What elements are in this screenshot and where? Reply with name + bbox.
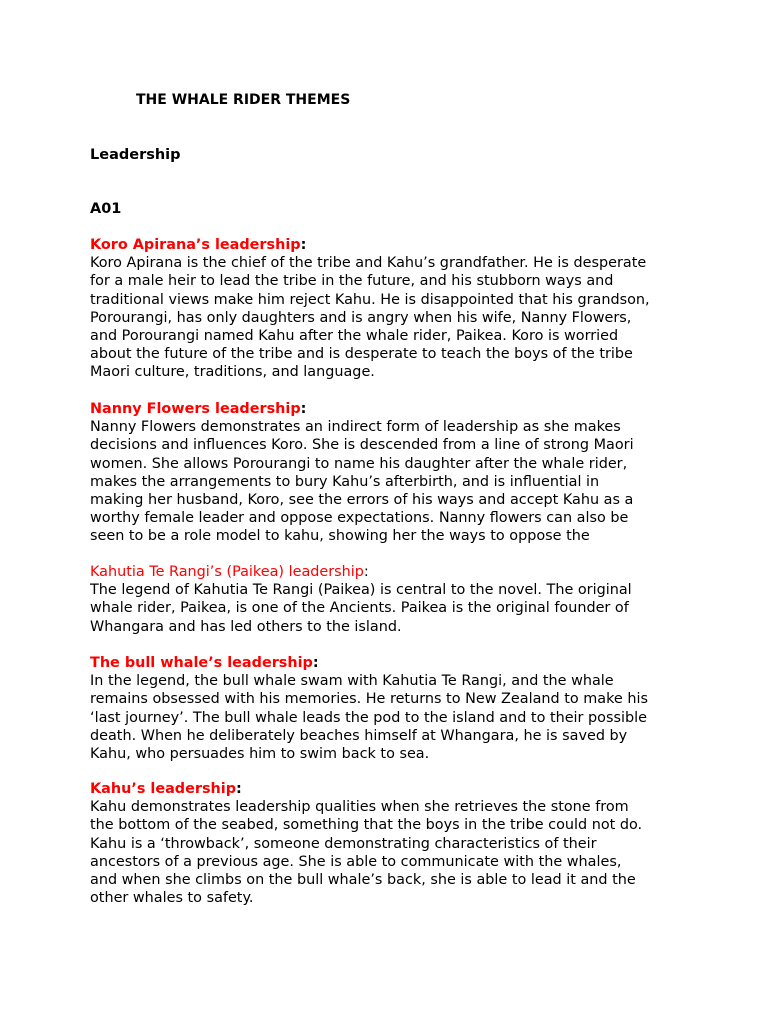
section-heading-colon: : <box>363 564 369 580</box>
section-heading-text: Kahu’s leadership <box>90 781 237 797</box>
paragraph-line: making her husband, Koro, see the errors of his ways and accept Kahu as a <box>90 492 634 509</box>
paragraph-line: Maori culture, traditions, and language. <box>90 364 375 381</box>
paragraph-line: In the legend, the bull whale swam with Kahutia Te Rangi, and the whale <box>90 673 614 690</box>
topic-heading: Leadership <box>90 147 181 163</box>
paragraph-line: Kahu, who persuades him to swim back to sea. <box>90 746 430 763</box>
paragraph-line: women. She allows Porourangi to name his daughter after the whale rider, <box>90 455 628 472</box>
paragraph-line: death. When he deliberately beaches himself at Whangara, he is saved by <box>90 727 628 744</box>
section-heading-colon: : <box>300 237 307 253</box>
paragraph-line: and when she climbs on the bull whale’s back, she is able to lead it and the <box>90 872 636 889</box>
paragraph-line: whale rider, Paikea, is one of the Ancients. Paikea is the original founder of <box>90 600 629 617</box>
section-heading-colon: : <box>300 401 307 417</box>
section-heading <box>90 236 690 254</box>
section-heading <box>90 780 690 798</box>
paragraph-line: worthy female leader and oppose expectations. Nanny flowers can also be <box>90 510 629 527</box>
paragraph-line: traditional views make him reject Kahu. He is disappointed that his grandson, <box>90 291 650 308</box>
paragraph-line: ancestors of a previous age. She is able to communicate with the whales, <box>90 853 622 870</box>
paragraph-line: Koro Apirana is the chief of the tribe and Kahu’s grandfather. He is desperate <box>90 255 647 272</box>
section-heading-colon: : <box>236 781 242 797</box>
paragraph-line: Nanny Flowers demonstrates an indirect form of leadership as she makes <box>90 419 621 436</box>
section-heading-text: Koro Apirana’s leadership <box>90 237 301 253</box>
section-heading-text: Kahutia Te Rangi’s (Paikea) leadership <box>90 564 364 580</box>
paragraph-line: Kahu is a ‘throwback’, someone demonstrating characteristics of their <box>90 835 597 852</box>
assessment-code: A01 <box>90 201 122 217</box>
paragraph-line: Kahu demonstrates leadership qualities when she retrieves the stone from <box>90 799 629 816</box>
section-heading-colon: : <box>312 655 319 671</box>
section-heading-text: Nanny Flowers leadership <box>90 401 301 417</box>
paragraph-line: remains obsessed with his memories. He returns to New Zealand to make his <box>90 691 648 708</box>
paragraph-line: about the future of the tribe and is desperate to teach the boys of the tribe <box>90 346 633 363</box>
paragraph-line: makes the arrangements to bury Kahu’s afterbirth, and is influential in <box>90 473 600 490</box>
paragraph-line: Porourangi, has only daughters and is angry when his wife, Nanny Flowers, <box>90 309 632 326</box>
section-kahutia-te-rangi <box>90 563 690 636</box>
paragraph-line: and Porourangi named Kahu after the whale rider, Paikea. Koro is worried <box>90 328 619 345</box>
paragraph-line: decisions and influences Koro. She is descended from a line of strong Maori <box>90 437 634 454</box>
section-heading <box>90 400 690 418</box>
section-bull-whale <box>90 654 690 763</box>
section-kahu <box>90 780 690 907</box>
paragraph-line: the bottom of the seabed, something that the boys in the tribe could not do. <box>90 817 643 834</box>
section-nanny-flowers <box>90 400 690 546</box>
paragraph-line: other whales to safety. <box>90 890 254 907</box>
paragraph-line: seen to be a role model to kahu, showing her the ways to oppose the <box>90 528 590 545</box>
section-heading-text: The bull whale’s leadership <box>90 655 313 671</box>
section-heading <box>90 563 690 581</box>
paragraph-line: ‘last journey’. The bull whale leads the pod to the island and to their possible <box>90 709 647 726</box>
paragraph-line: for a male heir to lead the tribe in the future, and his stubborn ways and <box>90 273 614 290</box>
paragraph-line: The legend of Kahutia Te Rangi (Paikea) is central to the novel. The original <box>90 582 632 599</box>
document-title: THE WHALE RIDER THEMES <box>136 92 351 108</box>
section-koro <box>90 236 690 382</box>
paragraph-line: Whangara and has led others to the island. <box>90 618 402 635</box>
section-heading <box>90 654 690 672</box>
